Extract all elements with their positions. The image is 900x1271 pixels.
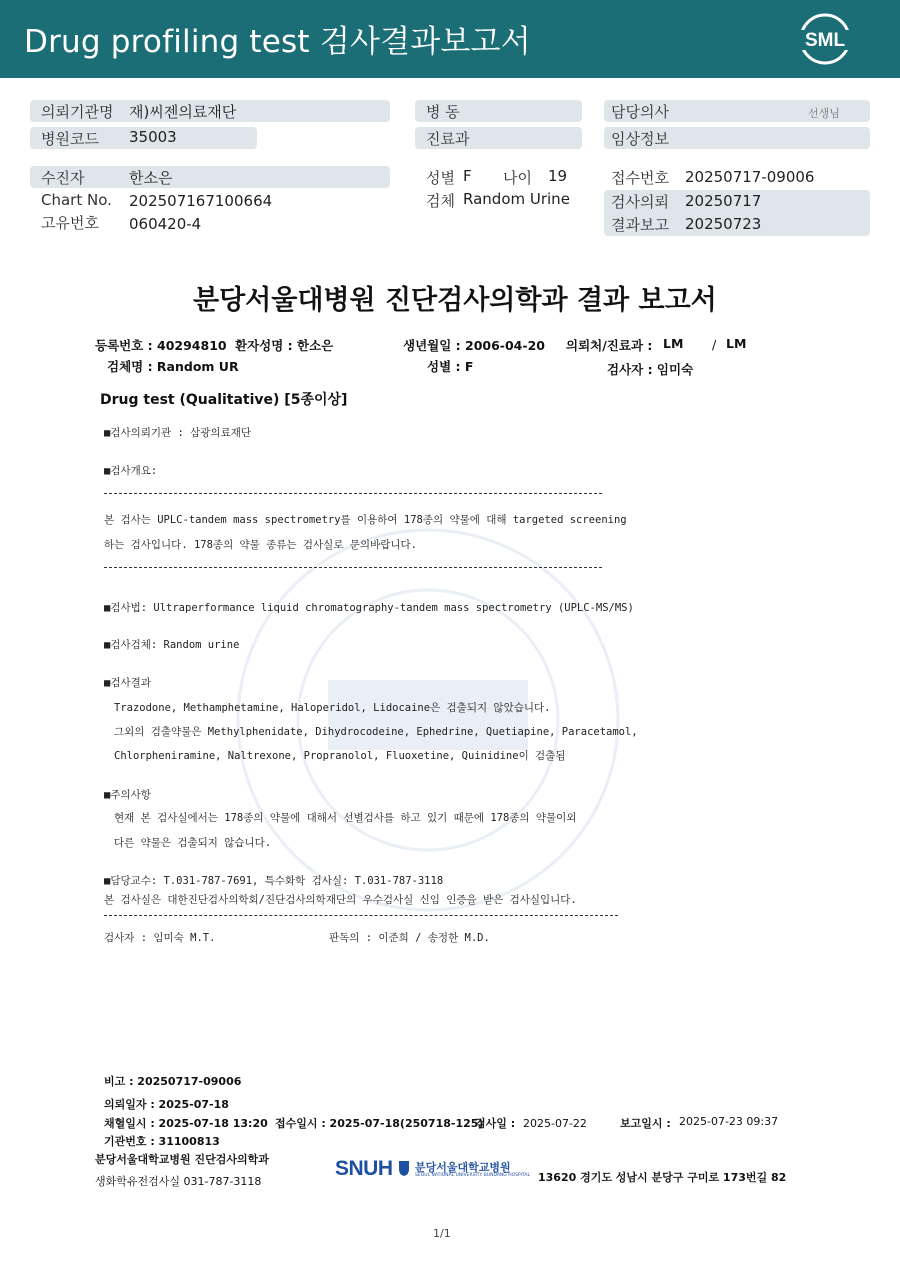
referrer-b: LM: [726, 336, 747, 351]
org-code: 기관번호 : 31100813: [104, 1135, 220, 1148]
report-line: ■주의사항: [104, 789, 151, 801]
chart-label: Chart No.: [41, 191, 112, 209]
result-value: 20250723: [685, 215, 762, 233]
snuh-subtitle: SEOUL NATIONAL UNIVERSITY BUNDANG HOSPITAL: [415, 1173, 531, 1178]
age-label: 나이: [503, 169, 532, 187]
report-line: 하는 검사입니다. 178종의 약물 종류는 검사실로 문의바랍니다.: [104, 539, 417, 551]
snuh-name: 분당서울대학교병원: [415, 1161, 511, 1174]
report-line: 그외의 검출약물은 Methylphenidate, Dihydrocodeine, Ephedrine, Quetiapine, Paracetamol,: [114, 726, 638, 738]
result-label: 결과보고: [611, 216, 669, 234]
request-label: 검사의뢰: [611, 193, 669, 211]
sex-label: 성별: [426, 169, 455, 187]
patient-name: 환자성명 : 한소은: [235, 338, 334, 353]
report-line: 다른 약물은 검출되지 않습니다.: [114, 837, 272, 849]
divider: [104, 567, 602, 568]
institution-value: 재)씨젠의료재단: [129, 103, 237, 121]
age-value: 19: [548, 167, 568, 185]
collect-datetime: 채혈일시 : 2025-07-18 13:20: [104, 1117, 268, 1130]
request-date: 의뢰일자 : 2025-07-18: [104, 1098, 229, 1111]
divider: [104, 915, 618, 916]
test-name: Drug test (Qualitative) [5종이상]: [100, 392, 348, 408]
receipt-datetime: 접수일시 : 2025-07-18(250718-125): [275, 1117, 484, 1130]
divider: [104, 493, 602, 494]
chart-value: 202507167100664: [129, 192, 273, 210]
sml-logo-text: SML: [804, 30, 846, 51]
specimen-name: 검체명 : Random UR: [107, 359, 239, 374]
address: 13620 경기도 성남시 분당구 구미로 173번길 82: [538, 1171, 787, 1184]
doctor-label: 담당의사: [611, 103, 669, 121]
report-line: ■검사의뢰기관 : 삼광의료재단: [104, 427, 252, 439]
snuh-watermark-icon: [228, 520, 628, 920]
receipt-value: 20250717-09006: [685, 168, 815, 186]
report-line: 본 검사실은 대한진단검사의학회/진단검사의학재단의 우수검사실 신임 인증을 받은 검사실입니다.: [104, 894, 577, 906]
report-datetime: 2025-07-23 09:37: [679, 1115, 779, 1128]
hospital-code-label: 병원코드: [41, 130, 99, 148]
report-line: ■담당교수: T.031-787-7691, 특수화학 검사실: T.031-787-3118: [104, 875, 444, 887]
department-label: 진료과: [426, 130, 470, 148]
request-value: 20250717: [685, 192, 762, 210]
snuh-emblem-icon: [397, 1159, 411, 1177]
report-title: 분당서울대병원 진단검사의학과 결과 보고서: [193, 285, 717, 316]
page-number: 1/1: [433, 1227, 451, 1240]
ward-label: 병 동: [426, 103, 460, 121]
report-line: 검사자 : 임미숙 M.T.: [104, 932, 216, 944]
sex-value: F: [463, 167, 472, 185]
examiner: 검사자 : 임미숙: [607, 362, 694, 377]
sml-logo-icon: [794, 12, 856, 66]
header-bar: [0, 0, 900, 78]
sex-field: 성별 : F: [427, 359, 474, 374]
report-line: Chlorpheniramine, Naltrexone, Propranolol, Fluoxetine, Quinidine이 검출됨: [114, 750, 566, 762]
registration-number: 등록번호 : 40294810: [95, 338, 227, 353]
page-title: Drug profiling test 검사결과보고서: [24, 24, 531, 60]
snuh-logo-text: SNUH: [335, 1157, 393, 1180]
referrer-label: 의뢰처/진료과 :: [566, 338, 653, 353]
specimen-value: Random Urine: [463, 190, 570, 208]
referrer-sep: /: [712, 337, 717, 352]
specimen-label: 검체: [426, 192, 455, 210]
patient-value: 한소은: [129, 169, 173, 187]
test-date-label: 검사일 :: [475, 1117, 516, 1130]
referrer-a: LM: [663, 336, 684, 351]
report-line: ■검사개요:: [104, 465, 158, 477]
receipt-label: 접수번호: [611, 169, 669, 187]
test-date: 2025-07-22: [523, 1117, 587, 1130]
uid-value: 060420-4: [129, 215, 202, 233]
report-datetime-label: 보고일시 :: [620, 1117, 671, 1130]
report-line: ■검사검체: Random urine: [104, 639, 240, 651]
uid-label: 고유번호: [41, 214, 99, 232]
doctor-suffix: 선생님: [808, 107, 840, 120]
remark: 비고 : 20250717-09006: [104, 1075, 242, 1088]
hospital-code-value: 35003: [129, 128, 177, 146]
patient-label: 수진자: [41, 169, 85, 187]
birth-date: 생년월일 : 2006-04-20: [403, 338, 545, 353]
report-line: Trazodone, Methamphetamine, Haloperidol, Lidocaine은 검출되지 않았습니다.: [114, 702, 551, 714]
lab-contact: 생화학유전검사실 031-787-3118: [95, 1175, 262, 1188]
report-line: 본 검사는 UPLC-tandem mass spectrometry를 이용하여 178종의 약물에 대해 targeted screening: [104, 514, 627, 526]
report-line: ■검사법: Ultraperformance liquid chromatography-tandem mass spectrometry (UPLC-MS/MS): [104, 602, 634, 614]
report-line: 판독의 : 이준희 / 송정한 M.D.: [329, 932, 490, 944]
clinical-label: 임상정보: [611, 130, 669, 148]
report-line: ■검사결과: [104, 677, 151, 689]
institution-label: 의뢰기관명: [41, 103, 114, 121]
department-name: 분당서울대학교병원 진단검사의학과: [95, 1153, 269, 1166]
report-line: 현재 본 검사실에서는 178종의 약물에 대해서 선별검사를 하고 있기 때문에 178종의 약물이외: [114, 812, 577, 824]
